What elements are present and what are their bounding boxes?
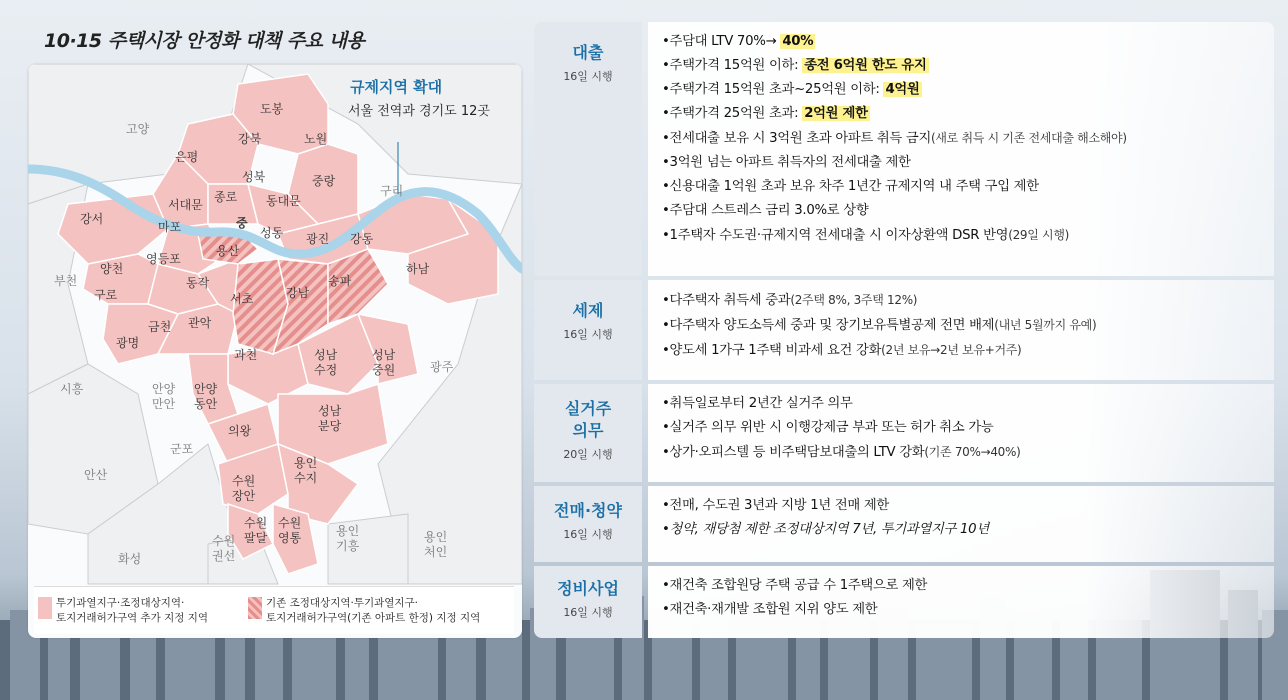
district-label: 동작	[186, 276, 210, 290]
district-label: 양천	[100, 262, 124, 276]
district-label: 중랑	[312, 174, 336, 188]
legend-text: 기존 조정대상지역·투기과열지구·	[266, 597, 419, 609]
policy-item: •주담대 스트레스 금리 3.0%로 상향	[662, 203, 869, 218]
outside-region-label: 구리	[380, 184, 404, 198]
district-label: 노원	[304, 132, 328, 146]
policy-item: •주담대 LTV 70%→ 40%	[662, 34, 814, 49]
callout-subtitle: 서울 전역과 경기도 12곳	[348, 104, 490, 119]
section-content	[648, 22, 1274, 276]
district-label: 용인 수지	[294, 456, 318, 485]
outside-region-label: 용인 처인	[424, 530, 448, 559]
outside-region-label: 용인 기흥	[336, 524, 360, 553]
district-label: 송파	[328, 274, 352, 288]
district-label: 금천	[148, 320, 172, 334]
policy-item: •실거주 의무 위반 시 이행강제금 부과 또는 허가 취소 가능	[662, 420, 994, 435]
district-label: 수원 팔달	[244, 516, 268, 545]
section-date: 16일 시행	[563, 328, 613, 341]
policy-item: •주택가격 25억원 초과: 2억원 제한	[662, 106, 868, 121]
district-label: 구로	[94, 288, 118, 302]
district-label: 강서	[80, 212, 104, 226]
district-label: 마포	[158, 220, 182, 234]
regulation-map	[28, 64, 522, 638]
outside-region-label: 화성	[118, 552, 142, 566]
outside-region-label: 광주	[430, 360, 454, 374]
district-label: 광명	[116, 336, 140, 350]
section-date: 16일 시행	[563, 528, 613, 541]
policy-item: •재건축·재개발 조합원 지위 양도 제한	[662, 602, 878, 617]
section-header	[534, 384, 642, 482]
district-label: 의왕	[228, 424, 252, 438]
policy-item: •전세대출 보유 시 3억원 초과 아파트 취득 금지(새로 취득 시 기존 전세대출 해소해야)	[662, 131, 1127, 146]
callout-title: 규제지역 확대	[350, 78, 443, 96]
legend-text: 투기과열지구·조정대상지역·	[56, 597, 185, 609]
district-label: 성북	[242, 170, 266, 184]
policy-item: •상가·오피스텔 등 비주택담보대출의 LTV 강화(기존 70%→40%)	[662, 445, 1021, 460]
section-name: 정비사업	[557, 579, 619, 598]
district-label: 수원 영통	[278, 516, 302, 545]
district-label: 성남 분당	[318, 404, 342, 433]
policy-table	[534, 22, 1274, 638]
section-content	[648, 566, 1274, 638]
outside-region-label: 시흥	[60, 382, 84, 396]
section-header	[534, 280, 642, 380]
section-date: 20일 시행	[563, 448, 613, 461]
outside-region-label: 부천	[54, 274, 78, 288]
policy-item: •주택가격 15억원 이하: 종전 6억원 한도 유지	[662, 58, 927, 73]
policy-item: •다주택자 양도소득세 중과 및 장기보유특별공제 전면 배제(내년 5월까지 유예)	[662, 318, 1097, 333]
section-name: 실거주 의무	[564, 399, 612, 440]
policy-item: •청약, 재당첨 제한 조정대상지역 7년, 투기과열지구 10년	[662, 522, 989, 537]
policy-item: •3억원 넘는 아파트 취득자의 전세대출 제한	[662, 155, 911, 170]
legend-text: 토지거래허가구역(기존 아파트 한정) 지정 지역	[266, 612, 481, 624]
district-label: 과천	[234, 348, 258, 362]
policy-item: •전매, 수도권 3년과 지방 1년 전매 제한	[662, 498, 889, 513]
policy-item: •1주택자 수도권·규제지역 전세대출 시 이자상환액 DSR 반영(29일 시행)	[662, 228, 1070, 243]
district-label: 서초	[230, 292, 254, 306]
outside-region-label: 군포	[170, 442, 194, 456]
outside-region-label: 안양 만안	[152, 382, 176, 411]
district-label: 종로	[214, 190, 238, 204]
district-label: 성남 중원	[372, 348, 396, 377]
section-content	[648, 280, 1274, 380]
outside-region-label: 고양	[126, 122, 150, 136]
section-loan	[534, 22, 1274, 276]
section-header	[534, 486, 642, 562]
district-label: 성동	[260, 226, 284, 240]
district-label: 강남	[286, 286, 310, 300]
section-redevelopment	[534, 566, 1274, 638]
district-label: 안양 동안	[194, 382, 218, 411]
district-label: 성남 수정	[314, 348, 338, 377]
legend-swatch-new	[38, 597, 52, 619]
policy-item: •취득일로부터 2년간 실거주 의무	[662, 396, 853, 411]
section-content	[648, 384, 1274, 482]
policy-item: •다주택자 취득세 중과(2주택 8%, 3주택 12%)	[662, 293, 918, 308]
district-label: 동대문	[266, 194, 301, 208]
section-residency	[534, 384, 1274, 482]
policy-item: •주택가격 15억원 초과~25억원 이하: 4억원	[662, 82, 920, 97]
district-label: 중	[236, 216, 248, 230]
policy-item: •재건축 조합원당 주택 공급 수 1주택으로 제한	[662, 578, 928, 593]
district-label: 영등포	[146, 252, 181, 266]
section-content	[648, 486, 1274, 562]
district-label: 강북	[238, 132, 262, 146]
map-legend	[34, 586, 514, 634]
policy-item: •신용대출 1억원 초과 보유 차주 1년간 규제지역 내 주택 구입 제한	[662, 179, 1039, 194]
district-label: 용산	[216, 244, 240, 258]
section-date: 16일 시행	[563, 70, 613, 83]
outside-region-label: 안산	[84, 468, 108, 482]
section-tax	[534, 280, 1274, 380]
district-label: 은평	[175, 150, 199, 164]
section-resale	[534, 486, 1274, 562]
section-name: 대출	[572, 43, 604, 62]
outside-region-label: 수원 권선	[212, 534, 236, 563]
section-date: 16일 시행	[563, 606, 613, 619]
map-graphic	[28, 64, 522, 638]
policy-item: •양도세 1가구 1주택 비과세 요건 강화(2년 보유→2년 보유+거주)	[662, 343, 1022, 358]
section-name: 전매·청약	[554, 501, 622, 520]
section-header	[534, 566, 642, 638]
section-name: 세제	[572, 301, 604, 320]
district-label: 서대문	[168, 198, 203, 212]
district-label: 수원 장안	[232, 474, 256, 503]
legend-swatch-existing	[248, 597, 262, 619]
district-label: 강동	[350, 232, 374, 246]
page-title: 10·15 주택시장 안정화 대책 주요 내용	[44, 30, 365, 52]
section-header	[534, 22, 642, 276]
district-label: 도봉	[260, 102, 284, 116]
district-label: 광진	[306, 232, 330, 246]
district-label: 관악	[188, 316, 212, 330]
district-label: 하남	[406, 262, 430, 276]
legend-text: 토지거래허가구역 추가 지정 지역	[56, 612, 209, 624]
